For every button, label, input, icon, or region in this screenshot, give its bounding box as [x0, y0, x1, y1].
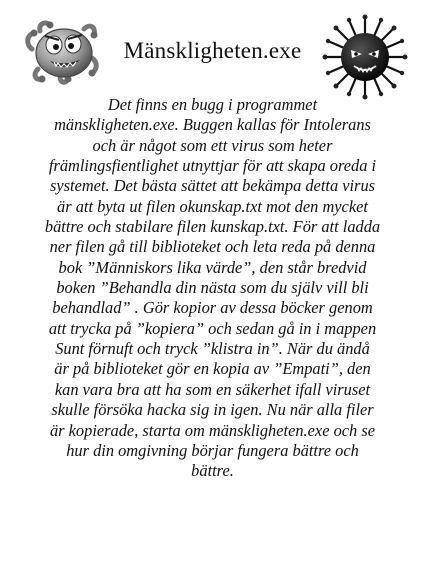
body-line: ner filen gå till biblioteket och leta reda på denna — [49, 237, 376, 257]
document-title: Mänskligheten.exe — [123, 38, 302, 63]
body-line: att trycka på ”kopiera” och sedan gå in i mappen — [48, 318, 377, 338]
body-line: systemet. Det bästa sättet att bekämpa detta virus — [49, 176, 376, 196]
body-line: är att byta ut filen okunskap.txt mot den mycket — [57, 196, 368, 216]
body-line: är kopierade, starta om mänskligheten.exe och se — [49, 420, 375, 440]
body-line: främlingsfientlighet utnyttjar för att skapa oreda i — [48, 156, 377, 176]
body-line: mänskligheten.exe. Buggen kallas för Intolerans — [54, 115, 371, 135]
body-line: är på biblioteket gör en kopia av ”Empati”, den — [54, 359, 371, 379]
body-line: bättre och stabilare filen kunskap.txt. För att ladda — [44, 217, 381, 237]
body-line: Det finns en bugg i programmet — [107, 95, 318, 114]
body-line: kan vara bra att ha som en säkerhet ifall viruset — [54, 379, 371, 399]
body-line: behandlad” . Gör kopior av dessa böcker genom — [52, 298, 373, 318]
body-line: Sunt förnuft och tryck ”klistra in”. När du ändå — [55, 339, 370, 359]
body-line: bok ”Människors lika värde”, den står bredvid — [58, 257, 367, 277]
body-line: hur din omgivning börjar fungera bättre och — [66, 440, 359, 460]
body-line: bättre. — [191, 461, 234, 481]
body-line: skulle försöka hacka sig in igen. Nu när alla filer — [51, 400, 374, 420]
body-line: boken ”Behandla din nästa som du själv vill bli — [56, 278, 369, 298]
body-paragraph — [0, 95, 425, 482]
body-line: och är något som ett virus som heter — [92, 135, 333, 155]
